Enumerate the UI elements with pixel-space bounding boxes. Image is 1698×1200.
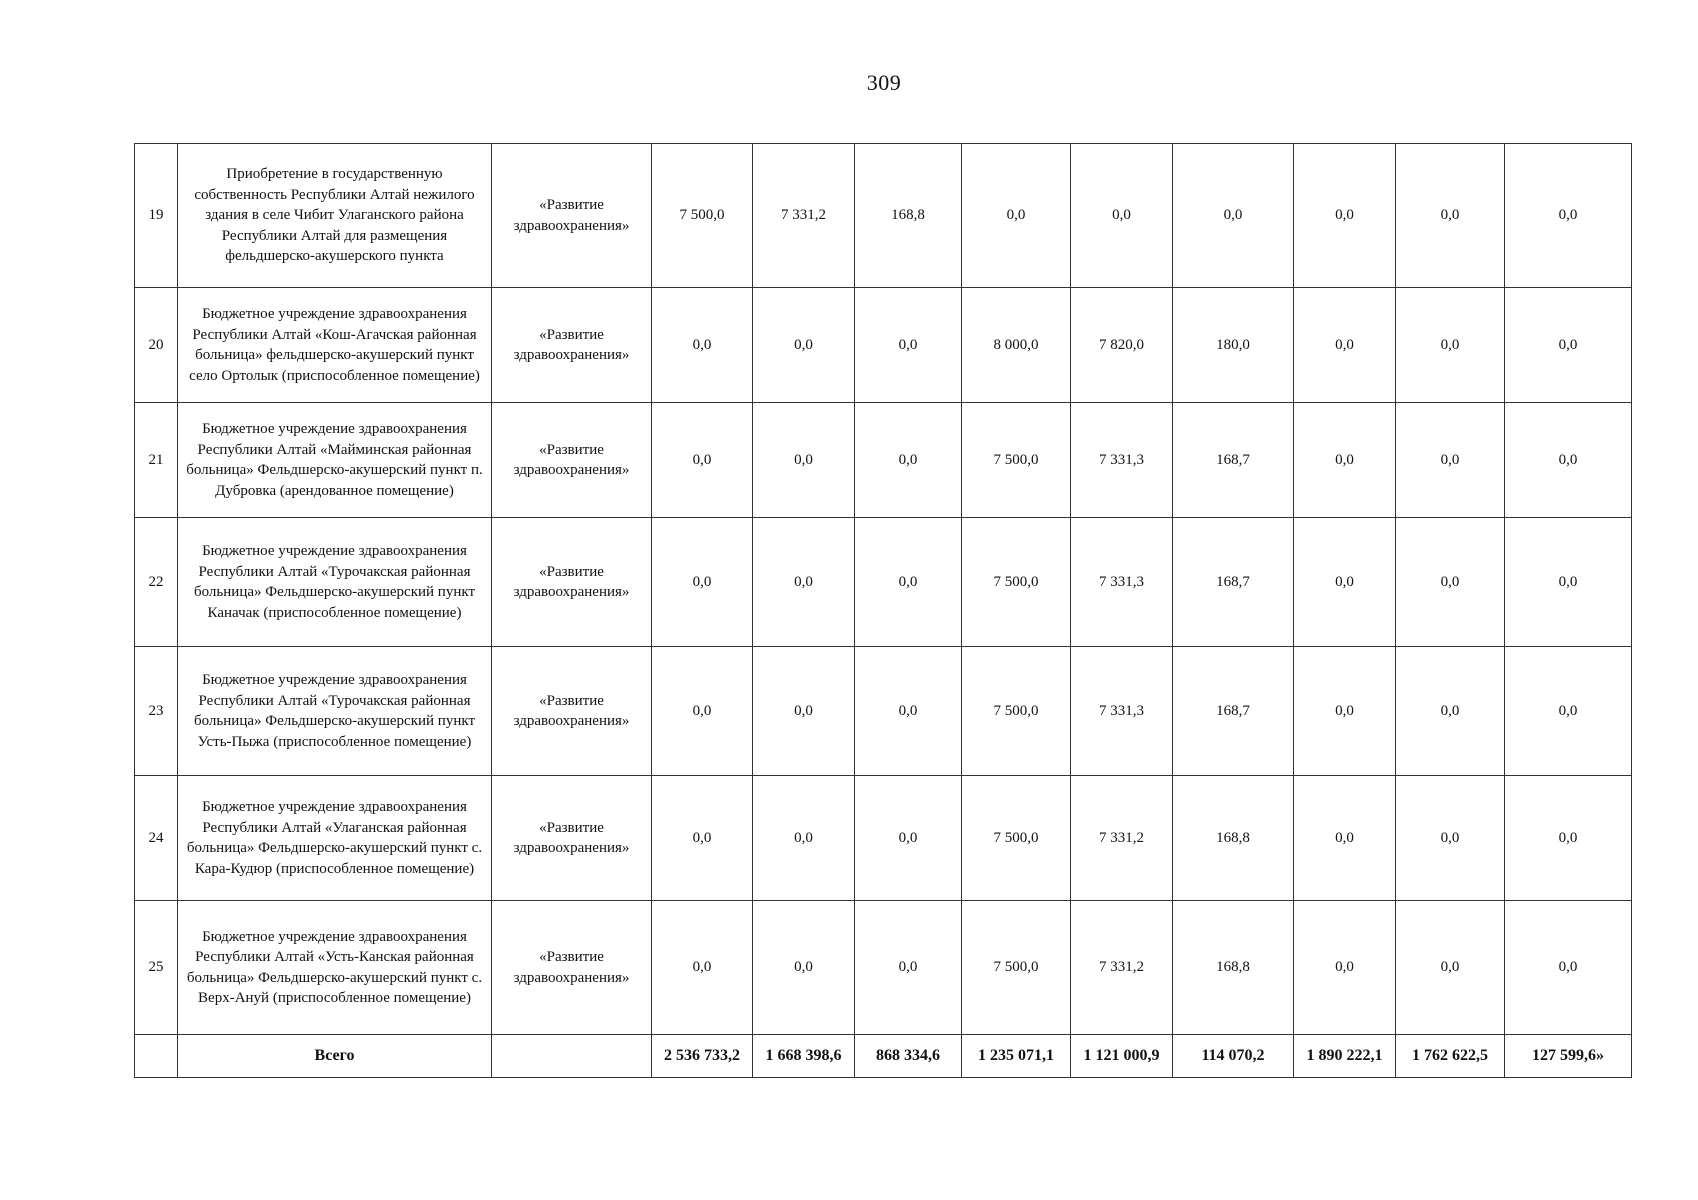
table-row [135,403,1632,518]
value-cell: 0,0 [1505,288,1632,403]
value-cell: 0,0 [1294,144,1396,288]
value-cell: 0,0 [1505,776,1632,901]
value-cell: 0,0 [1505,647,1632,776]
total-value-cell: 2 536 733,2 [652,1035,753,1078]
value-cell: 0,0 [1505,518,1632,647]
total-label: Всего [178,1035,492,1078]
value-cell: 7 331,3 [1071,647,1173,776]
value-cell: 0,0 [1505,901,1632,1035]
value-cell: 0,0 [1396,518,1505,647]
value-cell: 0,0 [1396,288,1505,403]
value-cell: 0,0 [1071,144,1173,288]
table-row [135,288,1632,403]
object-description: Бюджетное учреждение здравоохранения Республики Алтай «Турочакская районная больница» Фельдшерско-акушерский пункт Усть-Пыжа (приспособленное помещение) [178,647,492,776]
value-cell: 8 000,0 [962,288,1071,403]
value-cell: 7 820,0 [1071,288,1173,403]
value-cell: 0,0 [1396,403,1505,518]
row-number: 24 [135,776,178,901]
value-cell: 168,8 [1173,901,1294,1035]
row-number: 22 [135,518,178,647]
value-cell: 0,0 [753,776,855,901]
total-value-cell: 1 762 622,5 [1396,1035,1505,1078]
value-cell: 0,0 [855,647,962,776]
value-cell: 0,0 [1294,901,1396,1035]
value-cell: 0,0 [652,403,753,518]
total-value-cell: 868 334,6 [855,1035,962,1078]
value-cell: 180,0 [1173,288,1294,403]
value-cell: 7 500,0 [962,776,1071,901]
value-cell: 0,0 [1294,403,1396,518]
table-row [135,901,1632,1035]
object-description: Бюджетное учреждение здравоохранения Республики Алтай «Турочакская районная больница» Фельдшерско-акушерский пункт Каначак (приспособленное помещение) [178,518,492,647]
object-description: Бюджетное учреждение здравоохранения Республики Алтай «Майминская районная больница» Фельдшерско-акушерский пункт п. Дубровка (арендованное помещение) [178,403,492,518]
value-cell: 0,0 [855,288,962,403]
total-value-cell: 1 668 398,6 [753,1035,855,1078]
value-cell: 168,7 [1173,403,1294,518]
total-value-cell: 1 235 071,1 [962,1035,1071,1078]
object-description: Бюджетное учреждение здравоохранения Республики Алтай «Усть-Канская районная больница» Фельдшерско-акушерский пункт с. Верх-Ануй (приспособленное помещение) [178,901,492,1035]
value-cell: 7 331,2 [1071,901,1173,1035]
value-cell: 0,0 [652,518,753,647]
value-cell: 0,0 [855,403,962,518]
program-name: «Развитие здравоохранения» [492,403,652,518]
value-cell: 0,0 [652,288,753,403]
value-cell: 0,0 [1396,144,1505,288]
value-cell: 168,8 [855,144,962,288]
total-value-cell: 114 070,2 [1173,1035,1294,1078]
value-cell: 0,0 [753,518,855,647]
program-name: «Развитие здравоохранения» [492,518,652,647]
program-name: «Развитие здравоохранения» [492,901,652,1035]
table-row [135,776,1632,901]
value-cell: 0,0 [962,144,1071,288]
value-cell: 7 500,0 [652,144,753,288]
value-cell: 7 500,0 [962,647,1071,776]
value-cell: 0,0 [652,647,753,776]
value-cell: 7 331,2 [1071,776,1173,901]
empty-cell [135,1035,178,1078]
program-name: «Развитие здравоохранения» [492,647,652,776]
value-cell: 0,0 [1396,647,1505,776]
value-cell: 0,0 [1294,647,1396,776]
value-cell: 7 331,2 [753,144,855,288]
program-name: «Развитие здравоохранения» [492,776,652,901]
row-number: 25 [135,901,178,1035]
value-cell: 0,0 [855,518,962,647]
program-name: «Развитие здравоохранения» [492,144,652,288]
object-description: Бюджетное учреждение здравоохранения Республики Алтай «Кош-Агачская районная больница» фельдшерско-акушерский пункт село Ортолык (приспособленное помещение) [178,288,492,403]
empty-cell [492,1035,652,1078]
value-cell: 0,0 [753,403,855,518]
total-value-cell: 127 599,6» [1505,1035,1632,1078]
value-cell: 0,0 [855,776,962,901]
value-cell: 168,8 [1173,776,1294,901]
value-cell: 0,0 [1396,776,1505,901]
value-cell: 168,7 [1173,518,1294,647]
value-cell: 0,0 [753,288,855,403]
value-cell: 0,0 [1294,776,1396,901]
program-name: «Развитие здравоохранения» [492,288,652,403]
row-number: 23 [135,647,178,776]
value-cell: 0,0 [652,776,753,901]
value-cell: 7 331,3 [1071,403,1173,518]
value-cell: 0,0 [855,901,962,1035]
value-cell: 0,0 [1294,288,1396,403]
table-row [135,647,1632,776]
row-number: 20 [135,288,178,403]
table-row [135,144,1632,288]
value-cell: 0,0 [753,647,855,776]
value-cell: 0,0 [1396,901,1505,1035]
object-description: Бюджетное учреждение здравоохранения Республики Алтай «Улаганская районная больница» Фельдшерско-акушерский пункт с. Кара-Кудюр (приспособленное помещение) [178,776,492,901]
value-cell: 0,0 [1294,518,1396,647]
value-cell: 0,0 [1505,144,1632,288]
value-cell: 168,7 [1173,647,1294,776]
value-cell: 7 500,0 [962,901,1071,1035]
value-cell: 7 331,3 [1071,518,1173,647]
value-cell: 7 500,0 [962,403,1071,518]
value-cell: 0,0 [1505,403,1632,518]
value-cell: 0,0 [1173,144,1294,288]
object-description: Приобретение в государственную собственность Республики Алтай нежилого здания в селе Чибит Улаганского района Республики Алтай для размещения фельдшерско-акушерского пункта [178,144,492,288]
budget-table [134,143,1632,1078]
value-cell: 7 500,0 [962,518,1071,647]
total-value-cell: 1 890 222,1 [1294,1035,1396,1078]
value-cell: 0,0 [652,901,753,1035]
row-number: 21 [135,403,178,518]
table-row [135,518,1632,647]
row-number: 19 [135,144,178,288]
total-value-cell: 1 121 000,9 [1071,1035,1173,1078]
value-cell: 0,0 [753,901,855,1035]
page-number: 309 [866,70,902,95]
total-row [135,1035,1632,1078]
